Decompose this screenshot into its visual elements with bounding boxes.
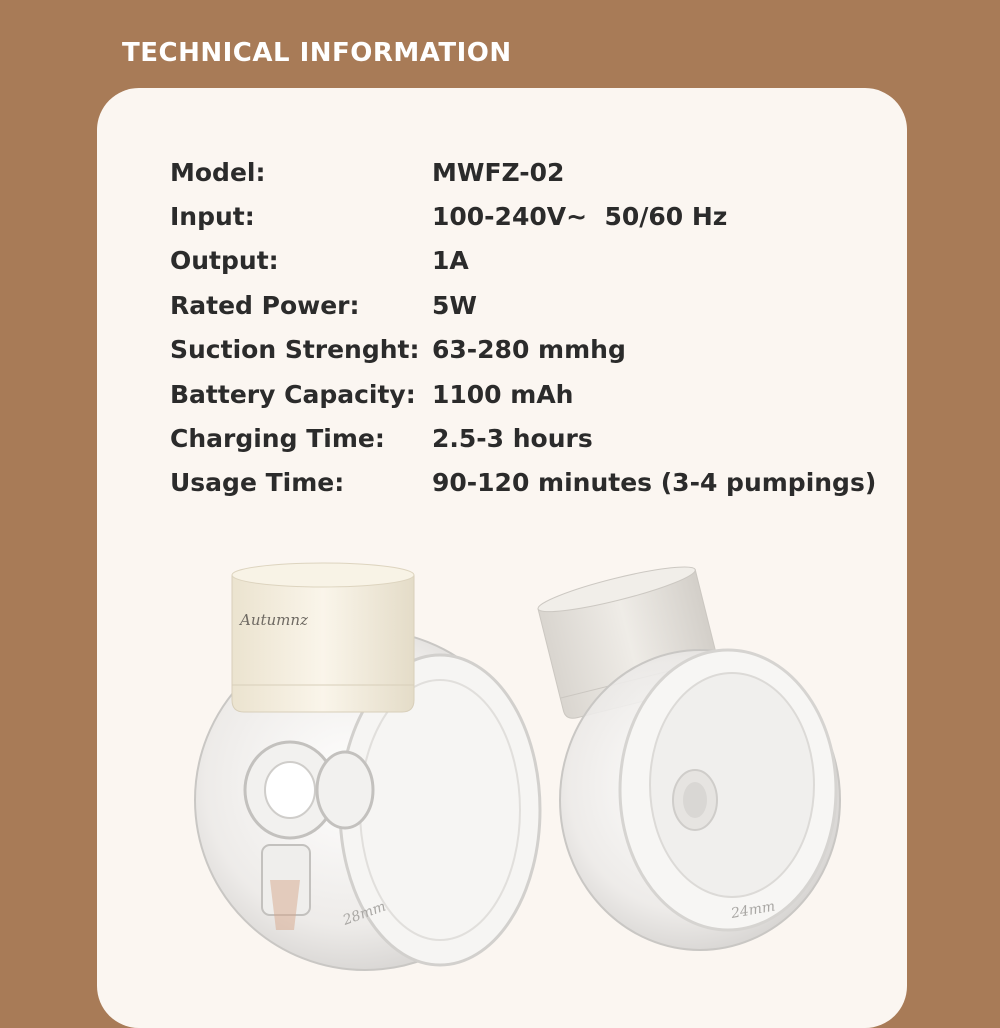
page-title: TECHNICAL INFORMATION (122, 38, 512, 68)
right-pump (535, 559, 840, 950)
spec-value: MWFZ-02 (432, 157, 565, 187)
spec-value: 100-240V~ 50/60 Hz (432, 202, 728, 232)
spec-label: Charging Time: (170, 424, 385, 454)
svg-text:24mm: 24mm (729, 898, 777, 922)
spec-label: Battery Capacity: (170, 379, 416, 409)
spec-value: 5W (432, 290, 477, 320)
autumnz-logo (238, 611, 308, 629)
spec-label: Output: (170, 246, 279, 276)
spec-value: 1A (432, 246, 469, 276)
svg-text:Autumnz: Autumnz (240, 611, 308, 629)
left-pump (195, 563, 540, 970)
spec-label: Usage Time: (170, 468, 345, 498)
spec-label: Suction Strenght: (170, 335, 420, 365)
spec-value: 90-120 minutes (3-4 pumpings) (432, 468, 877, 498)
spec-value: 2.5-3 hours (432, 424, 593, 454)
spec-value: 1100 mAh (432, 379, 574, 409)
svg-text:28mm: 28mm (340, 898, 389, 929)
spec-label: Model: (170, 157, 266, 187)
spec-label: Rated Power: (170, 290, 360, 320)
spec-label: Input: (170, 202, 255, 232)
spec-value: 63-280 mmhg (432, 335, 626, 365)
